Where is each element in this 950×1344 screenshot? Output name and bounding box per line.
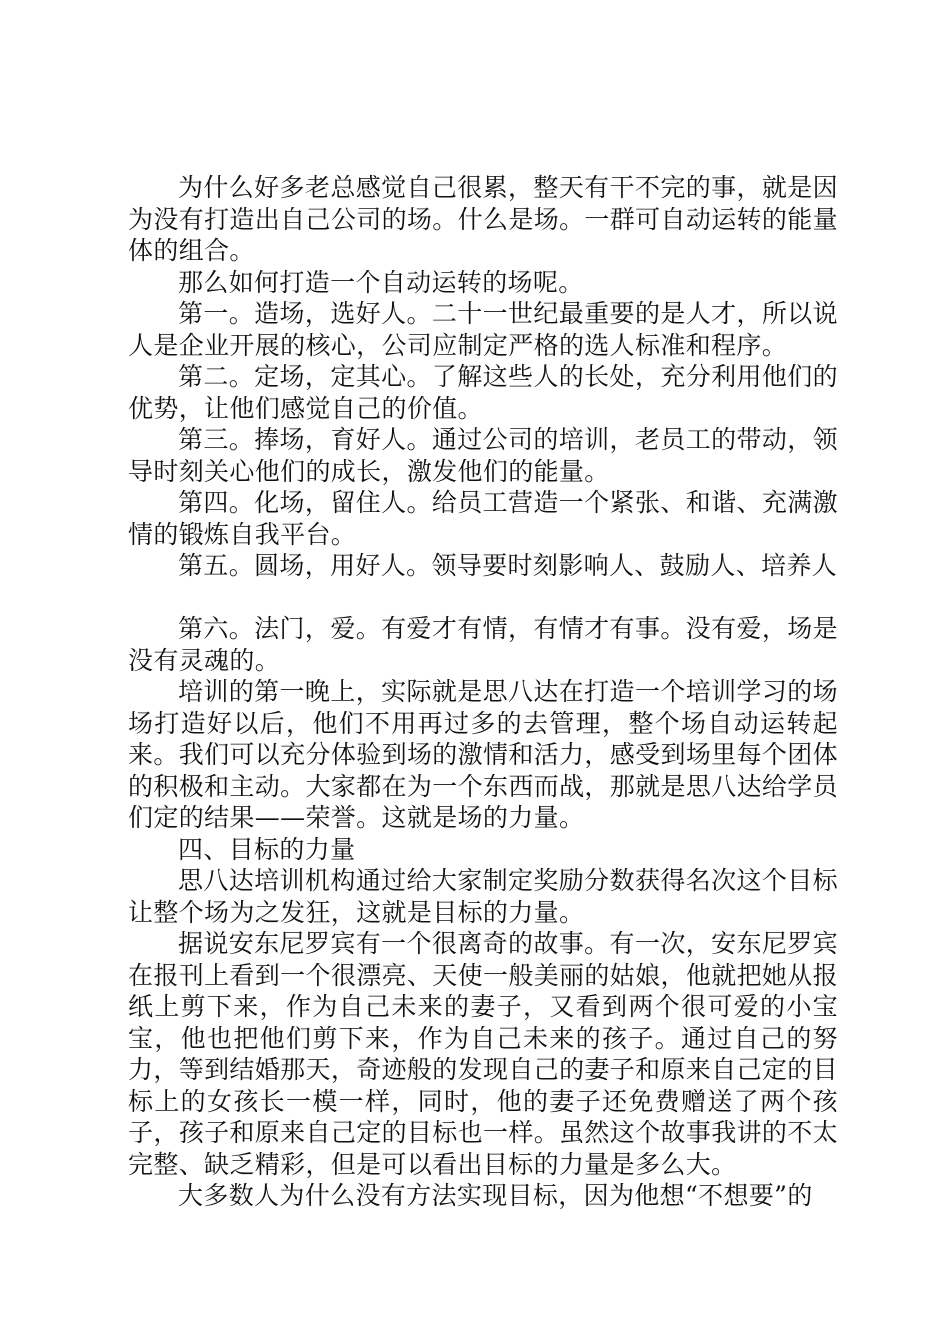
paragraph-anthony-robbins-story: 据说安东尼罗宾有一个很离奇的故事。有一次，安东尼罗宾在报刊上看到一个很漂亮、天使一般美丽的姑娘，他就把她从报纸上剪下来，作为自己未来的妻子，又看到两个很可爱的小宝宝，他也把他们剪下来，作为自己未来的孩子。通过自己的努力，等到结婚那天，奇迹般的发现自己的妻子和原来自己定的目标上的女孩长一模一样，同时，他的妻子还免费赠送了两个孩子，孩子和原来自己定的目标也一样。虽然这个故事我讲的不太完整、缺乏精彩，但是可以看出目标的力量是多么大。: [128, 929, 838, 1179]
paragraph-how-to-build-field: 那么如何打造一个自动运转的场呢。: [178, 267, 584, 297]
paragraph-step-four: 第四。化场，留住人。给员工营造一个紧张、和谐、充满激情的锻炼自我平台。: [128, 488, 838, 549]
paragraph-gap: [128, 582, 838, 614]
paragraph-step-one: 第一。造场，选好人。二十一世纪最重要的是人才，所以说人是企业开展的核心，公司应制定严格的选人标准和程序。: [128, 299, 838, 360]
paragraph-step-five: 第五。圆场，用好人。领导要时刻影响人、鼓励人、培养人: [178, 551, 838, 580]
paragraph-why-most-fail: 大多数人为什么没有方法实现目标，因为他想“不想要”的: [178, 1181, 813, 1210]
paragraph-step-six: 第六。法门，爱。有爱才有情，有情才有事。没有爱，场是没有灵魂的。: [128, 614, 838, 675]
paragraph-step-three: 第三。捧场，育好人。通过公司的培训，老员工的带动，领导时刻关心他们的成长，激发他们的能量。: [128, 425, 838, 486]
document-body: [128, 172, 838, 1212]
section-heading-power-of-goals: 四、目标的力量: [178, 834, 356, 864]
paragraph-why-bosses-tired: 为什么好多老总感觉自己很累，整天有干不完的事，就是因为没有打造出自己公司的场。什么是场。一群可自动运转的能量体的组合。: [128, 173, 838, 265]
paragraph-first-night-training: 培训的第一晚上，实际就是思八达在打造一个培训学习的场场打造好以后，他们不用再过多的去管理，整个场自动运转起来。我们可以充分体验到场的激情和活力，感受到场里每个团体的积极和主动。大家都在为一个东西而战，那就是思八达给学员们定的结果——荣誉。这就是场的力量。: [128, 677, 838, 832]
paragraph-goal-drives-field: 思八达培训机构通过给大家制定奖励分数获得名次这个目标让整个场为之发狂，这就是目标的力量。: [128, 866, 838, 927]
paragraph-step-two: 第二。定场，定其心。了解这些人的长处，充分利用他们的优势，让他们感觉自己的价值。: [128, 362, 838, 423]
